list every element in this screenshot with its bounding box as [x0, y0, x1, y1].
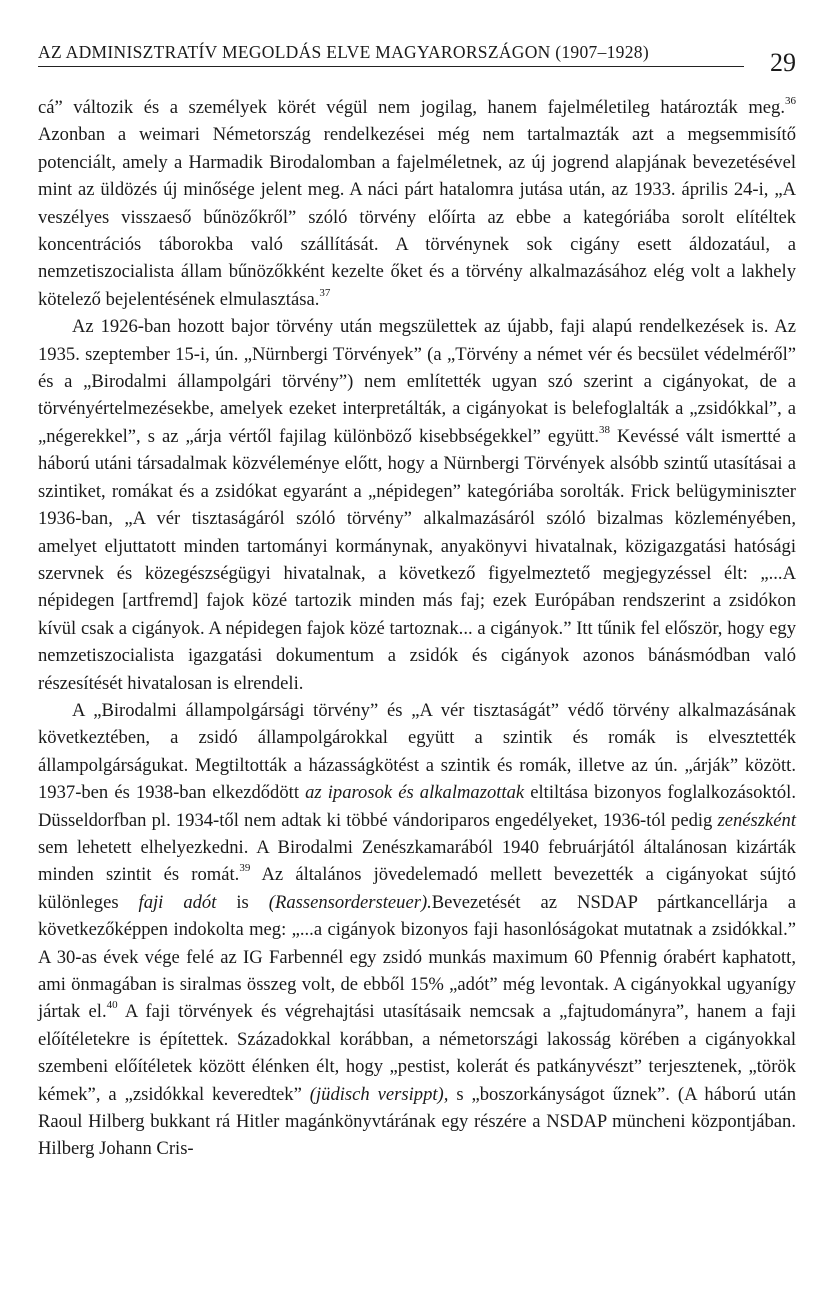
paragraph — [38, 94, 796, 313]
footnote-ref: 39 — [239, 862, 251, 875]
text-run: Azonban a weimari Németország rendelkezései még nem tartalmazták azt a megsemmisítő potenciált, amely a Harmadik Birodalomban a fajelméletnek, az új jogrend alapjának bevezetésével mint az üldözés új minősége jelent meg. A náci párt hatalomra jutása után, az 1933. április 24-i, „A veszélyes visszaeső bűnözőkről” szóló törvény előírta az ebbe a kategóriába sorolt elítéltek koncentrációs táborokba való szállítását. A törvénynek sok cigány esett áldozatául, a nemzetiszocialista állam bűnözőkként kezelte őket és a törvény alkalmazásához elég volt a lakhely kötelező bejelentésének elmulasztása. — [38, 124, 796, 310]
footnote-ref: 40 — [106, 999, 118, 1012]
italic-text: (Rassensordersteuer). — [268, 891, 432, 913]
italic-text: az iparosok és alkalmazottak — [305, 782, 525, 804]
paragraph — [38, 313, 796, 697]
italic-text: faji adót — [138, 891, 217, 913]
text-run: sem lehetett elhelyezkedni. A Birodalmi Zenészkamarából 1940 februárjától általánosan kizárták minden szintit és romát. — [38, 836, 796, 886]
page-number: 29 — [770, 48, 796, 77]
header-rule — [38, 66, 744, 67]
text-run: A „Birodalmi állampolgársági törvény” és „A vér tisztaságát” védő törvény alkalmazásának következtében, a zsidó állampolgárokkal együtt a szintik és romák is elvesztették állampolgárságukat. Megtiltották a házasságkötést a szintik és romák, illetve az ún. „árják” között. 1937-ben és 1938-ban elkezdődött — [38, 699, 796, 804]
italic-text: (jüdisch versippt), — [309, 1083, 449, 1105]
text-run: Az általános jövedelemadó mellett bevezették a cigányokat sújtó különleges — [38, 864, 796, 913]
text-run: A faji törvények és végrehajtási utasításaik nemcsak a „fajtudományra”, hanem a faji előítéletekre is építettek. Századokkal korábban, a németországi lakosság körében a cigányokkal szembeni előítéletek között élénken élt, hogy „pestist, kolerát és patkányvészt” terjesztenek, „török kémek”, a „zsidókkal keveredtek” — [38, 1001, 797, 1105]
text-run: is — [216, 891, 269, 913]
text-run: eltiltása bizonyos foglalkozásoktól. Düsseldorfban pl. 1934-től nem adtak ki többé vándoriparos engedélyeket, 1936-tól pedig — [38, 782, 796, 831]
text-run: s „boszorkányságot űznek”. (A háború után Raoul Hilberg bukkant rá Hitler magánkönyvtárának egy részére a NSDAP müncheni központjában. Hilberg Johann Cris- — [38, 1083, 796, 1160]
footnote-ref: 36 — [785, 95, 796, 107]
footnote-ref: 38 — [598, 423, 610, 436]
text-run: cá” változik és a személyek körét végül nem jogilag, hanem fajelméletileg határozták meg. — [38, 97, 785, 118]
text-run: Az 1926-ban hozott bajor törvény után megszülettek az újabb, faji alapú rendelkezések is. Az 1935. szeptember 15-i, ún. „Nürnbergi Törvények” (a „Törvény a német vér és becsület védelméről” és a „Birodalmi állampolgári törvény”) nem említették ugyan szó szerint a cigányokat, de a törvényértelmezésekbe, amelyek ezeket interpretálták, a cigányokat is belefoglalták a „zsidókkal”, a „négerekkel”, s az „árja vértől fajilag különböző kisebbségekkel” együtt. — [38, 316, 796, 447]
text-run: Kevéssé vált ismertté a háború utáni társadalmak közvéleménye előtt, hogy a Nürnbergi Törvények alsóbb szintű utasításai a szintiket, romákat és a zsidókat egyaránt a „népidegen” kategóriába sorolták. Frick belügyminiszter 1936-ban, „A vér tisztaságáról szóló törvény” alkalmazásáról szóló bizalmas közleményében, amelyet eljuttatott minden tartományi kormánynak, anyakönyvi hivatalnak, közigazgatási hatósági szervnek és közegészségügyi hivatalnak, a következő figyelmeztető megjegyzéssel élt: „...A népidegen [artfremd] fajok közé tartozik minden más faj; ezek Európában rendszerint a zsidókon kívül csak a cigányok. A népidegen fajok közé tartoznak... a cigányok.” Itt tűnik fel először, hogy egy nemzetiszocialista igazgatási dokumentum a zsidók és cigányok azonos bánásmódban való részesítését hivatalosan is elrendeli. — [38, 425, 797, 694]
running-head: AZ ADMINISZTRATÍV MEGOLDÁS ELVE MAGYARORSZÁGON (1907–1928) — [38, 42, 649, 62]
body-text — [38, 94, 796, 1163]
footnote-ref: 37 — [319, 286, 331, 299]
italic-text: zenészként — [717, 809, 796, 831]
paragraph — [38, 697, 796, 1163]
text-run: Bevezetését az NSDAP pártkancellárja a következőképpen indokolta meg: „...a cigányok bizonyos faji hasonlóságokat mutatnak a zsidókkal.” A 30-as évek vége felé az IG Farbennél egy zsidó munkás maximum 60 Pfennig órabért kaphatott, ami önmagában is siralmas összeg volt, de ebből 15% „adót” még levontak. A cigányokkal ugyanígy jártak el. — [38, 891, 796, 1023]
page-header — [38, 34, 796, 77]
